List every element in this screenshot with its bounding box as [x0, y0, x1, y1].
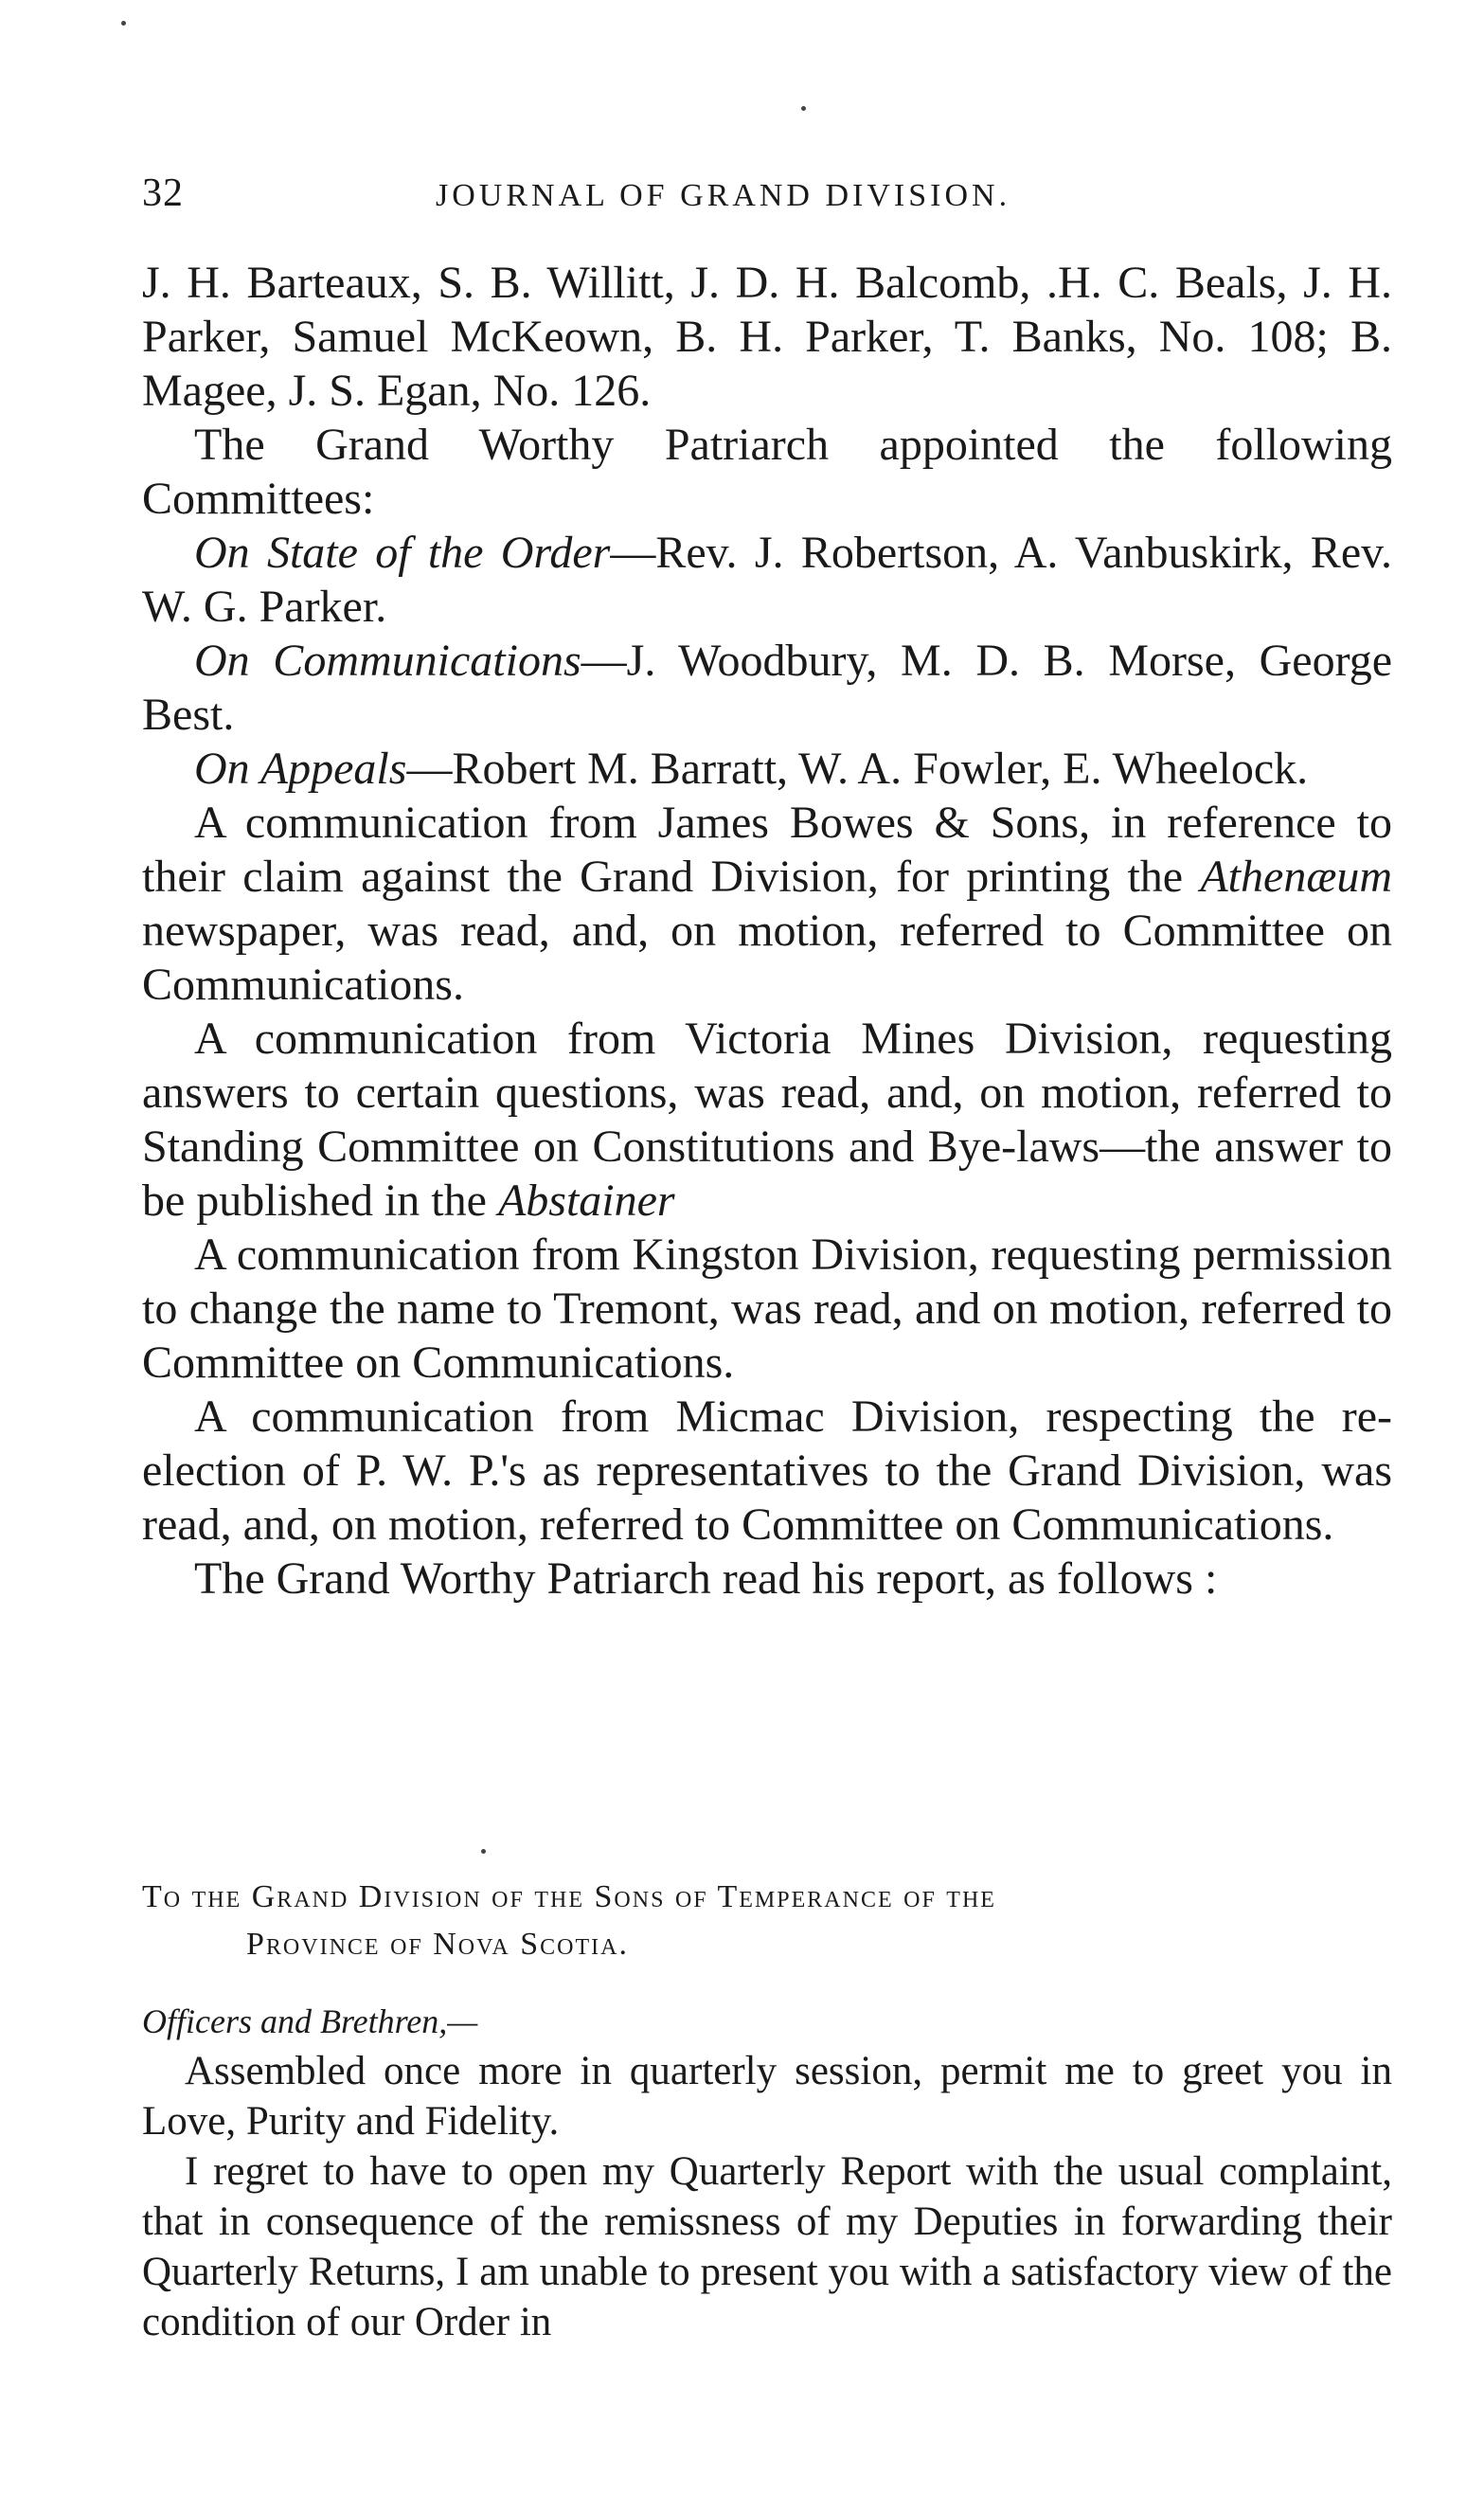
committee-state-of-order [142, 526, 1392, 634]
committee-communications [142, 634, 1392, 742]
ink-speck [801, 106, 806, 111]
report-address [142, 1874, 1392, 1968]
running-title: JOURNAL OF GRAND DIVISION. [436, 178, 1011, 213]
committee-label: On Appeals [194, 744, 407, 794]
communication-micmac: A communication from Micmac Division, respecting the re-election of P. W. P.'s as representatives to the Grand Division, was read, and, on motion, referred to Committee on Communications. [142, 1391, 1392, 1550]
committee-members: —J. Woodbury, M. D. B. Morse, George Best. [142, 636, 1392, 740]
committee-label: On State of the Order [194, 528, 611, 578]
communication-bowes [142, 796, 1392, 1012]
publication-title: Abstainer [497, 1176, 675, 1226]
newspaper-title: Athenæum [1200, 852, 1392, 902]
address-line-1: To the Grand Division of the Sons of Temperance of the [142, 1879, 996, 1914]
report-paragraph: Assembled once more in quarterly session, permit me to greet you in Love, Purity and Fidelity. [142, 2049, 1392, 2144]
ink-speck [121, 21, 126, 26]
report-paragraph: I regret to have to open my Quarterly Report with the usual complaint, that in consequence of the remissness of my Deputies in forwarding their Quarterly Returns, I am unable to present you with a satisfactory view of the condition of our Order in [142, 2149, 1392, 2344]
committee-members: —Robert M. Barratt, W. A. Fowler, E. Wheelock. [406, 744, 1309, 794]
communication-kingston: A communication from Kingston Division, requesting permission to change the name to Tremont, was read, and on motion, referred to Committee on Communications. [142, 1230, 1392, 1388]
committees-intro: The Grand Worthy Patriarch appointed the following Committees: [142, 420, 1392, 524]
address-line-2: Province of Nova Scotia. [246, 1927, 629, 1962]
committee-appeals [142, 742, 1392, 796]
report-intro: The Grand Worthy Patriarch read his report, as follows : [194, 1553, 1218, 1604]
report-body [142, 2046, 1392, 2347]
journal-body [142, 256, 1392, 1606]
attendee-list: J. H. Barteaux, S. B. Willitt, J. D. H. Balcomb, .H. C. Beals, J. H. Parker, Samuel McKeown, B. H. Parker, T. Banks, No. 108; B. Magee, J. S. Egan, No. 126. [142, 258, 1392, 416]
page-number: 32 [142, 171, 184, 215]
paragraph-text: A communication from Victoria Mines Division, requesting answers to certain questions, was read, and, on motion, referred to Standing Committee on Constitutions and Bye-laws—the answer to be published in the [142, 1014, 1392, 1226]
ink-speck [481, 1849, 486, 1854]
committee-label: On Communications [194, 636, 581, 686]
salutation: Officers and Brethren,— [142, 2002, 478, 2040]
page-header [142, 171, 1392, 227]
paragraph-text: A communication from James Bowes & Sons, in reference to their claim against the Grand Division, for printing the [142, 798, 1392, 902]
communication-victoria-mines [142, 1012, 1392, 1228]
committee-members: —Rev. J. Robertson, A. Vanbuskirk, Rev. W. G. Parker. [142, 528, 1393, 632]
paragraph-text: newspaper, was read, and, on motion, referred to Committee on Communications. [142, 906, 1392, 1010]
